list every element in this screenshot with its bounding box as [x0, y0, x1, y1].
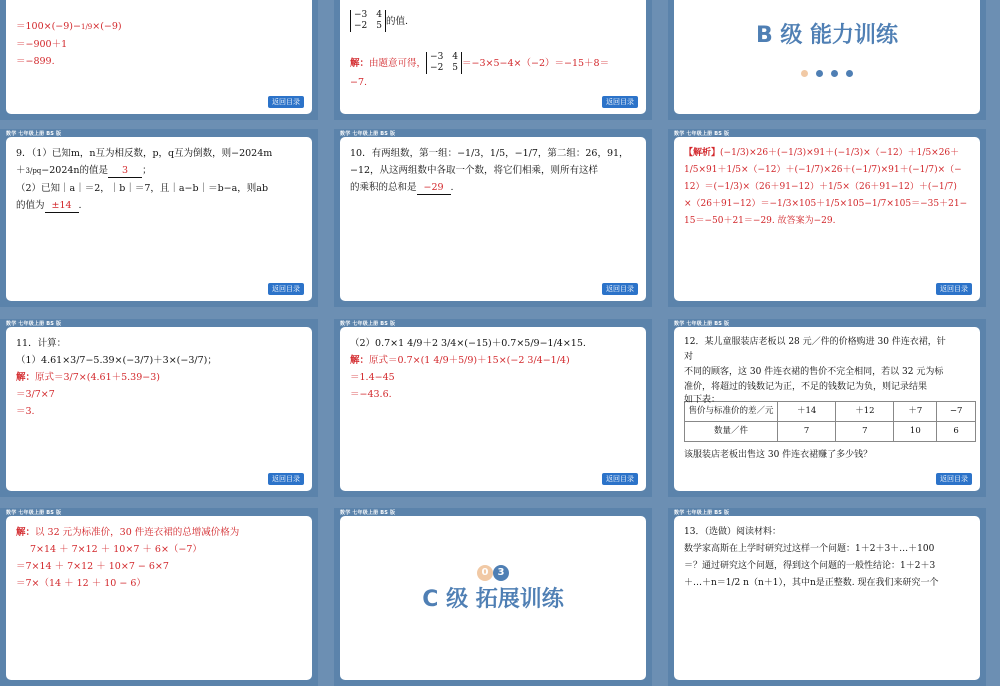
question-text: （2）0.7×1 4/9＋2 3/4×(−15)＋0.7×5/9−1/4×15. — [350, 338, 586, 349]
solution-line: 7×14 ＋ 7×12 ＋ 10×7 ＋ 6×（−7） — [30, 544, 202, 555]
answer-blank: −29 — [417, 182, 451, 195]
slide-header: 数学 七年级上册 BS 版 — [340, 131, 396, 137]
analysis-line: 12）＝(−1/3)×（26＋91−12）＋1/5×（26＋91−12）＋(−1/7) — [684, 182, 957, 192]
decorative-dots — [674, 62, 980, 81]
matrix-row: −2 5 — [430, 63, 459, 73]
question-text: 的乘积的总和是 — [350, 182, 417, 193]
question-text: 的值. — [386, 15, 409, 27]
question-text: ＋ — [16, 165, 26, 176]
solution-label: 解： — [16, 527, 36, 538]
solution-label: 解： — [16, 372, 36, 383]
table-row — [685, 422, 976, 442]
table-header-cell: 售价与标准价的差／元 — [685, 402, 778, 422]
table-cell: 6 — [937, 422, 976, 442]
return-button[interactable]: 返回目录 — [936, 283, 972, 295]
matrix-row: −2 5 — [354, 21, 382, 31]
slide-content — [674, 0, 980, 114]
question-text: 12．某儿童服装店老板以 28 元／件的价格购进 30 件连衣裙，针 — [684, 337, 946, 347]
fraction: 3/pq — [25, 167, 42, 175]
solution-line: ＝1.4−45 — [350, 372, 395, 383]
slide-7 — [0, 319, 318, 497]
return-button[interactable]: 返回目录 — [268, 283, 304, 295]
table-cell: ＋14 — [778, 402, 836, 422]
slide-content — [340, 327, 646, 491]
question-text: （1）4.61×3/7−5.39×(−3/7)＋3×(−3/7)； — [16, 355, 217, 366]
solution-line: ＝7×（14 ＋ 12 ＋ 10 − 6） — [16, 578, 146, 589]
dot-icon — [816, 70, 823, 77]
section-badge: 0 — [477, 565, 493, 581]
matrix-row: −3 4 — [430, 52, 459, 62]
slide-header: 数学 七年级上册 BS 版 — [6, 510, 62, 516]
solution-line: 原式＝0.7×(1 4/9＋5/9)＋15×(−2 3/4−1/4) — [369, 355, 570, 366]
question-text: . — [78, 200, 82, 211]
solution-line: ＝100×(−9)− — [16, 21, 81, 32]
question-text: 11．计算： — [16, 338, 67, 349]
slide-header: 数学 七年级上册 BS 版 — [674, 131, 730, 137]
return-button[interactable]: 返回目录 — [602, 283, 638, 295]
slide-4 — [0, 129, 318, 307]
analysis-line: (−1/3)×26＋(−1/3)×91＋(−1/3)×（−12）＋1/5×26＋ — [720, 148, 960, 158]
table-row — [685, 402, 976, 422]
slide-3 — [668, 0, 986, 120]
slide-header: 数学 七年级上册 BS 版 — [340, 510, 396, 516]
return-button[interactable]: 返回目录 — [602, 473, 638, 485]
slide-content — [340, 516, 646, 680]
solution-line: 原式＝3/7×(4.61＋5.39−3) — [35, 372, 160, 383]
question-text: 该服装店老板出售这 30 件连衣裙赚了多少钱？ — [684, 450, 873, 460]
question-text: 如下表： — [684, 395, 721, 405]
table-cell: 7 — [836, 422, 894, 442]
table-cell: ＋7 — [894, 402, 937, 422]
slide-content — [6, 516, 312, 680]
table-cell: 10 — [894, 422, 937, 442]
solution-label: 解： — [350, 57, 370, 69]
question-text: 不同的顾客，这 30 件连衣裙的售价不完全相同，若以 32 元为标 — [684, 367, 944, 377]
slide-12 — [668, 508, 986, 686]
section-badge: 3 — [493, 565, 509, 581]
return-button[interactable]: 返回目录 — [268, 96, 304, 108]
table-cell: −7 — [937, 402, 976, 422]
slide-content — [674, 137, 980, 301]
solution-text: −7. — [350, 77, 368, 88]
slide-10 — [0, 508, 318, 686]
question-text: 9．（1）已知m，n互为相反数，p，q互为倒数，则−2024m — [16, 148, 273, 159]
analysis-line: 1/5×91＋1/5×（−12）＋(−1/7)×26＋(−1/7)×91＋(−1/7)×（− — [684, 165, 962, 175]
solution-line: ＝7×14 ＋ 7×12 ＋ 10×7 − 6×7 — [16, 561, 169, 572]
dot-icon — [801, 70, 808, 77]
answer-blank: 3 — [108, 165, 142, 178]
slide-content — [6, 0, 312, 114]
question-text: （2）已知｜a｜＝2，｜b｜＝7，且｜a−b｜＝b−a，则ab — [16, 183, 269, 194]
table-cell: 7 — [778, 422, 836, 442]
slide-content — [674, 327, 980, 491]
solution-line: ＝3/7×7 — [16, 389, 55, 400]
analysis-label: 【解析】 — [684, 148, 721, 158]
matrix-row: −3 4 — [354, 10, 382, 20]
slide-content — [6, 137, 312, 301]
slide-6 — [668, 129, 986, 307]
question-text: 对 — [684, 352, 694, 362]
question-text: 10．有两组数，第一组：−1/3，1/5，−1/7，第二组：26，91， — [350, 148, 629, 159]
question-text: 的值为 — [16, 200, 45, 211]
fraction: 1/9 — [80, 23, 93, 31]
question-text: ＋…＋n＝1/2 n（n＋1），其中n是正整数. 现在我们来研究一个 — [684, 578, 939, 588]
slide-content — [340, 0, 646, 114]
solution-line: ＝−43.6. — [350, 389, 392, 400]
slide-content — [674, 516, 980, 680]
question-text: ； — [142, 165, 152, 176]
solution-line: ＝−900＋1 — [16, 39, 68, 50]
slide-header: 数学 七年级上册 BS 版 — [674, 510, 730, 516]
slide-content — [340, 137, 646, 301]
slide-header: 数学 七年级上册 BS 版 — [6, 321, 62, 327]
determinant — [350, 10, 386, 32]
section-title: C 级 拓展训练 — [422, 587, 564, 612]
solution-text: ＝−3×5−4×（−2）＝−15＋8＝ — [462, 57, 610, 69]
solution-line: ＝3. — [16, 406, 35, 417]
slide-5 — [334, 129, 652, 307]
slide-8 — [334, 319, 652, 497]
answer-blank: ±14 — [45, 200, 79, 213]
slide-content — [6, 327, 312, 491]
solution-line: ×(−9) — [92, 21, 122, 32]
table-cell: ＋12 — [836, 402, 894, 422]
slide-header: 数学 七年级上册 BS 版 — [6, 131, 62, 137]
analysis-line: ×（26＋91−12）＝−1/3×105＋1/5×105−1/7×105＝−35＋21− — [684, 199, 968, 209]
solution-text: 由题意可得， — [369, 57, 427, 69]
table-header-cell: 数量／件 — [685, 422, 778, 442]
slide-header: 数学 七年级上册 BS 版 — [674, 321, 730, 327]
question-text: 13．（选做）阅读材料： — [684, 527, 781, 537]
solution-line: 以 32 元为标准价，30 件连衣裙的总增减价格为 — [35, 527, 240, 538]
analysis-line: 15＝−50＋21＝−29. 故答案为−29. — [684, 216, 836, 226]
return-button[interactable]: 返回目录 — [936, 473, 972, 485]
price-table — [684, 401, 976, 442]
section-title: B 级 能力训练 — [755, 23, 899, 48]
question-text: −2024n的值是 — [41, 165, 109, 176]
determinant — [426, 52, 462, 74]
return-button[interactable]: 返回目录 — [602, 96, 638, 108]
question-text: . — [450, 182, 454, 193]
question-text: 数学家高斯在上学时研究过这样一个问题：1＋2＋3＋…＋100 — [684, 544, 935, 554]
question-text: ＝？通过研究这个问题，得到这个问题的一般性结论：1＋2＋3 — [684, 561, 936, 571]
slide-9 — [668, 319, 986, 497]
question-text: −12，从这两组数中各取一个数，将它们相乘，则所有这样 — [350, 165, 599, 176]
slide-header: 数学 七年级上册 BS 版 — [340, 321, 396, 327]
dot-icon — [846, 70, 853, 77]
slide-2 — [334, 0, 652, 120]
question-text: 准价，将超过的钱数记为正，不足的钱数记为负，则记录结果 — [684, 382, 928, 392]
solution-line: ＝−899. — [16, 56, 55, 67]
dot-icon — [831, 70, 838, 77]
solution-label: 解： — [350, 355, 370, 366]
slide-1 — [0, 0, 318, 120]
return-button[interactable]: 返回目录 — [268, 473, 304, 485]
slide-11 — [334, 508, 652, 686]
